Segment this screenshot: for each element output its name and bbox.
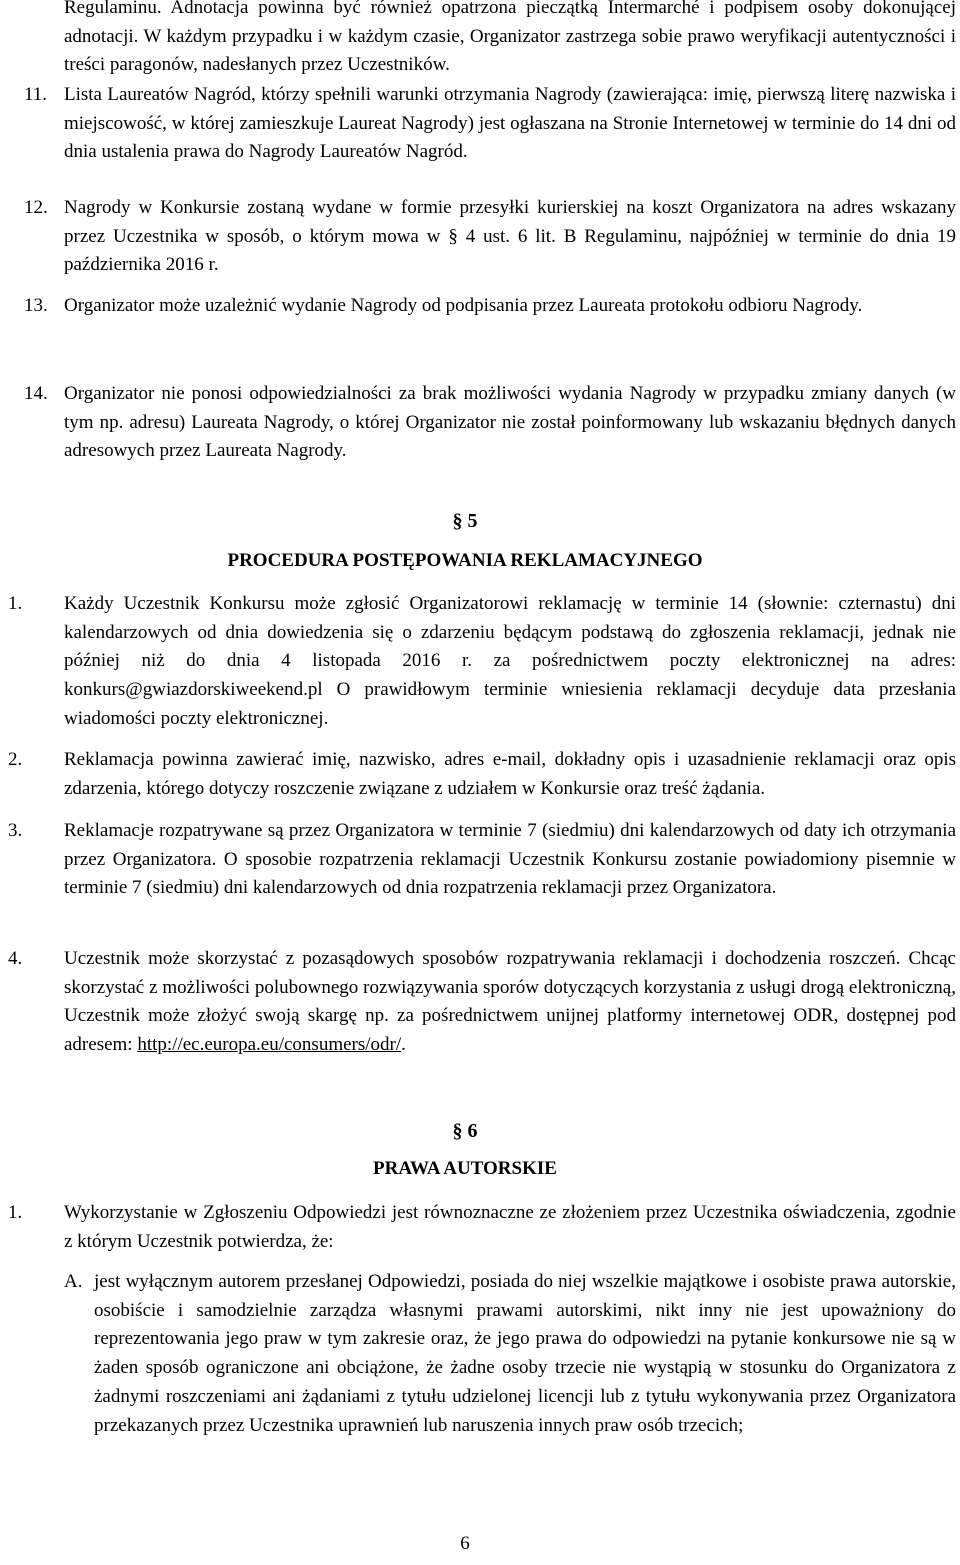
section-mark: § 5 — [452, 510, 478, 532]
list-item-text: Reklamacja powinna zawierać imię, nazwisko, adres e-mail, dokładny opis i uzasadnienie reklamacji oraz opis zdarzenia, którego dotyczy roszczenie związane z udziałem w Konkursie oraz treść żądania. — [64, 749, 956, 799]
item-number: 12. — [24, 197, 48, 218]
section-mark: § 6 — [452, 1120, 478, 1142]
item-number: 11. — [24, 84, 48, 105]
list-item-text: Każdy Uczestnik Konkursu może zgłosić Organizatorowi reklamację w terminie 14 (słownie: czternastu) dni kalendarzowych od dnia dowiedzenia się o zdarzeniu będącym podstawą do zgłoszenia reklamacji, jednak nie później niż do dnia 4 listopada 2016 r. za pośrednictwem poczty elektronicznej na adres: konkurs@gwiazdorskiweekend.pl O prawidłowym terminie wniesienia reklamacji decyduje data przesłania wiadomości poczty elektronicznej. — [64, 593, 956, 729]
item-number: 1. — [8, 1202, 23, 1223]
list-item-text: Nagrody w Konkursie zostaną wydane w formie przesyłki kurierskiej na koszt Organizatora na adres wskazany przez Uczestnika w sposób, o którym mowa w § 4 ust. 6 lit. B Regulaminu, najpóźniej w terminie do dnia 19 października 2016 r. — [64, 197, 956, 276]
list-item-text: Organizator nie ponosi odpowiedzialności za brak możliwości wydania Nagrody w przypadku zmiany danych (w tym np. adresu) Laureata Nagrody, o której Organizator nie został poinformowany lub wskazaniu błędnych danych adresowych przez Laureata Nagrody. — [64, 383, 956, 462]
trailing-punctuation: . — [401, 1034, 406, 1056]
list-item-text — [64, 945, 956, 1060]
item-number: 1. — [8, 593, 23, 614]
item-number: 13. — [24, 295, 48, 316]
list-item-text-part: Uczestnik może skorzystać z pozasądowych sposobów rozpatrywania reklamacji i dochodzenia roszczeń. Chcąc skorzystać z możliwości polubownego rozwiązywania sporów dotyczących korzystania z usługi drogą elektroniczną, Uczestnik może złożyć swoją skargę np. za pośrednictwem unijnej platformy internetowej ODR, dostępnej pod adresem: — [64, 948, 956, 1056]
subitem-text: jest wyłącznym autorem przesłanej Odpowiedzi, posiada do niej wszelkie majątkowe i osobiste prawa autorskie, osobiście i samodzielnie zarządza własnymi prawami autorskimi, nikt inny nie jest upoważniony do reprezentowania jego praw w tym zakresie oraz, że jego prawa do odpowiedzi na pytanie konkursowe nie są w żaden sposób ograniczone ani obciążone, że żadne osoby trzecie nie wystąpią w stosunku do Organizatora z żadnymi roszczeniami ani żądaniami z tytułu udzielonej licencji lub z tytułu wykonywania przez Organizatora przekazanych przez Uczestnika uprawnień lub naruszenia innych praw osób trzecich; — [94, 1271, 956, 1436]
item-number: 14. — [24, 383, 48, 404]
section-heading: PROCEDURA POSTĘPOWANIA REKLAMACYJNEGO — [227, 550, 703, 571]
item-number: 2. — [8, 749, 23, 770]
list-item-text: Wykorzystanie w Zgłoszeniu Odpowiedzi jest równoznaczne ze złożeniem przez Uczestnika oświadczenia, zgodnie z którym Uczestnik potwierdza, że: — [64, 1202, 956, 1252]
section-heading: PRAWA AUTORSKIE — [373, 1158, 557, 1179]
list-item-text: Organizator może uzależnić wydanie Nagrody od podpisania przez Laureata protokołu odbioru Nagrody. — [64, 295, 863, 316]
subitem-letter: A. — [64, 1271, 83, 1292]
list-item-text: Reklamacje rozpatrywane są przez Organizatora w terminie 7 (siedmiu) dni kalendarzowych od daty ich otrzymania przez Organizatora. O sposobie rozpatrzenia reklamacji Uczestnik Konkursu zostanie powiadomiony pisemnie w terminie 7 (siedmiu) dni kalendarzowych od dnia rozpatrzenia reklamacji przez Organizatora. — [64, 820, 956, 899]
intro-paragraph: Regulaminu. Adnotacja powinna być również opatrzona pieczątką Intermarché i podpisem osoby dokonującej adnotacji. W każdym przypadku i w każdym czasie, Organizator zastrzega sobie prawo weryfikacji autentyczności i treści paragonów, nadesłanych przez Uczestników. — [64, 0, 956, 76]
item-number: 3. — [8, 820, 23, 841]
odr-platform-link[interactable]: http://ec.europa.eu/consumers/odr/ — [137, 1034, 402, 1056]
list-item-text: Lista Laureatów Nagród, którzy spełnili warunki otrzymania Nagrody (zawierająca: imię, pierwszą literę nazwiska i miejscowość, w której zamieszkuje Laureat Nagrody) jest ogłaszana na Stronie Internetowej w terminie do 14 dni od dnia ustalenia prawa do Nagrody Laureatów Nagród. — [64, 84, 956, 163]
page-number: 6 — [460, 1533, 470, 1554]
item-number: 4. — [8, 948, 23, 969]
